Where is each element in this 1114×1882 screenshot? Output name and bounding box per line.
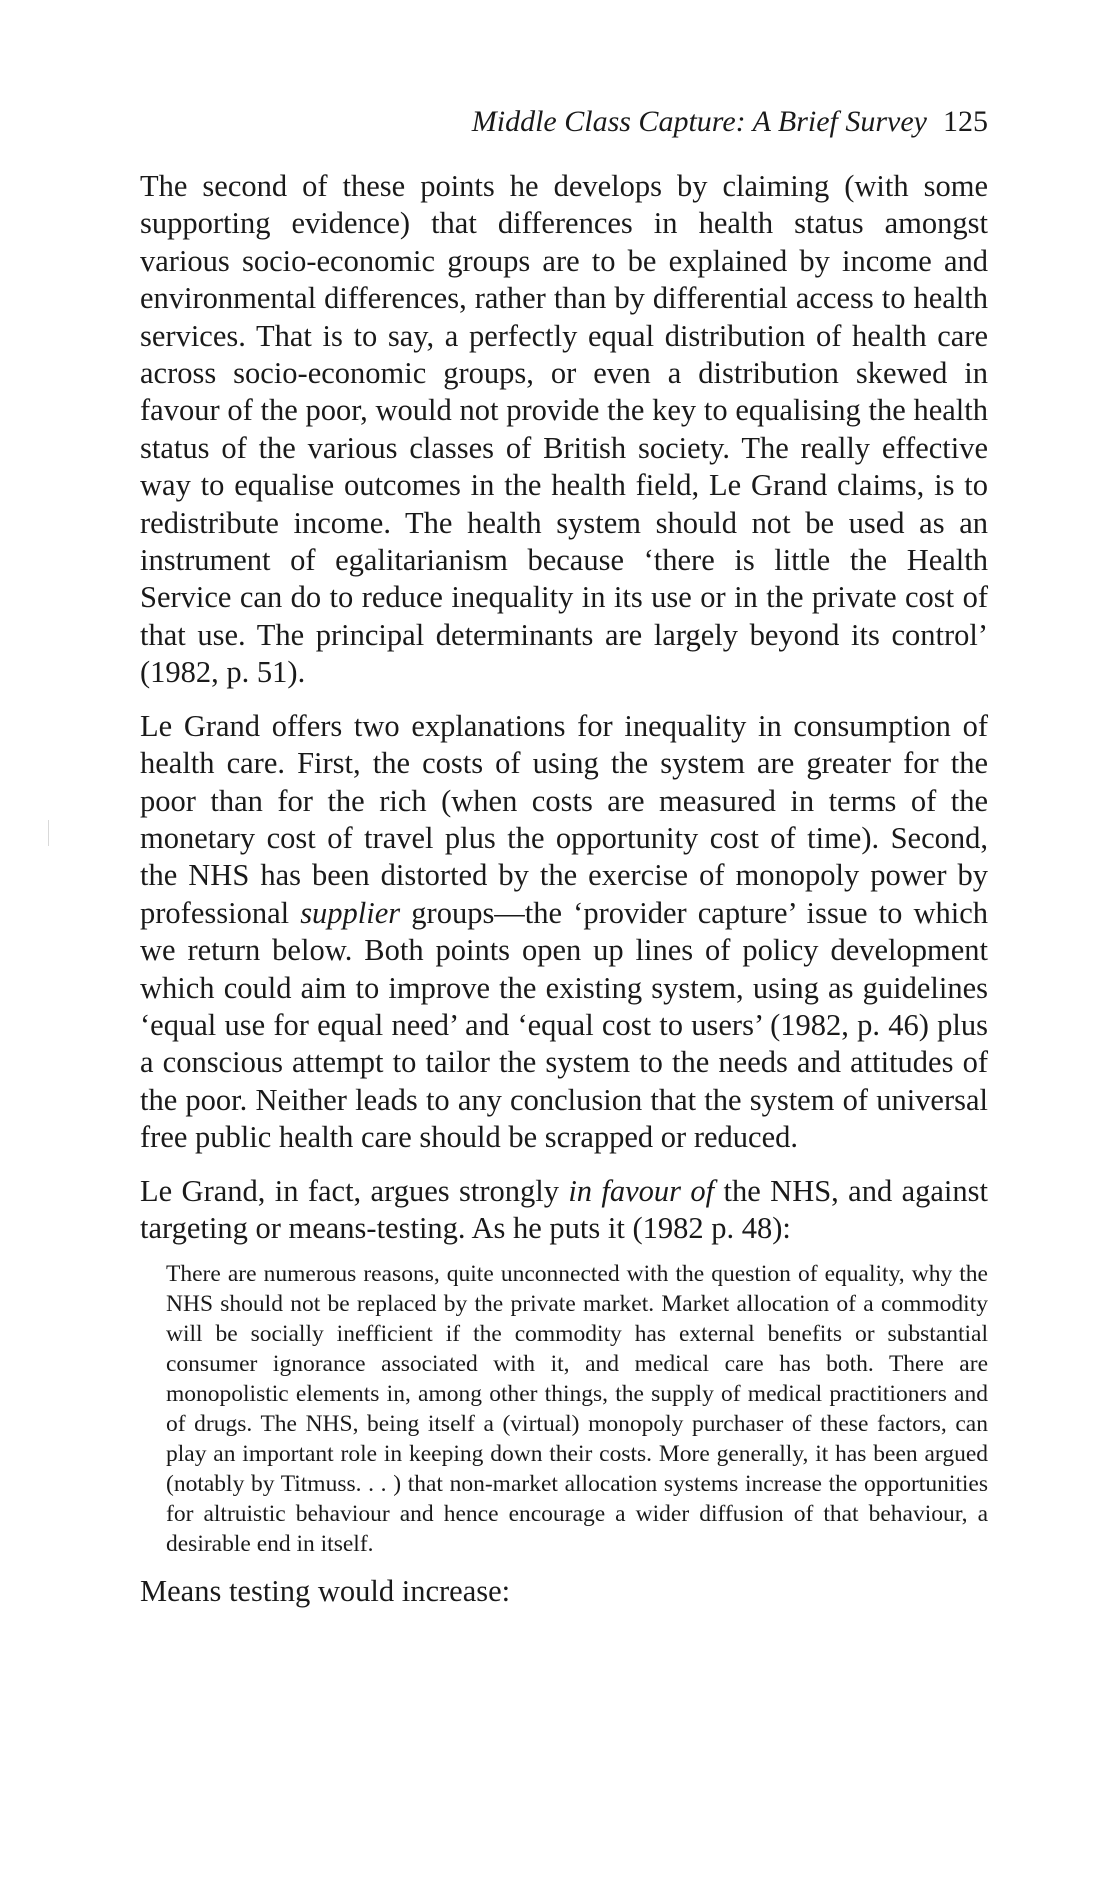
paragraph-4: Means testing would increase: (140, 1574, 511, 1609)
emphasis-supplier: supplier (300, 895, 401, 930)
page-body (140, 168, 988, 1611)
paragraph-2-part-a: Le Grand offers two explanations for inequality in consumption of health care. First, the costs of using the system are greater for the poor than for the rich (when costs are measured in terms of the monetary cost of travel plus the opportunity cost of time). Second, the NHS has been distorted by the exercise of monopoly power by professional (140, 708, 988, 930)
page-number: 125 (943, 105, 988, 138)
paragraph-2 (140, 708, 988, 1157)
paragraph-3 (140, 1173, 988, 1248)
block-quote: There are numerous reasons, quite unconnected with the question of equality, why the NHS should not be replaced by the private market. Market allocation of a commodity will be socially inefficient if the commodity has external benefits or substantial consumer ignorance associated with it, and medical care has both. There are monopolistic elements in, among other things, the supply of medical practitioners and of drugs. The NHS, being itself a (virtual) monopoly purchaser of these factors, can play an important role in keeping down their costs. More generally, it has been argued (notably by Titmuss. . . ) that non-market allocation systems increase the opportunities for altruistic behaviour and hence encourage a wider diffusion of that behaviour, a desirable end in itself. (166, 1261, 988, 1558)
running-title: Middle Class Capture: A Brief Survey (471, 105, 927, 138)
paragraph-3-part-b: the NHS, and against targeting or means-testing. As he puts it (1982 p. 48): (140, 1173, 988, 1245)
page-header (140, 102, 988, 142)
paragraph-1: The second of these points he develops by claiming (with some supporting evidence) that differences in health status amongst various socio-economic groups are to be explained by income and environmental differences, rather than by differential access to health services. That is to say, a perfectly equal distribution of health care across socio-economic groups, or even a distribution skewed in favour of the poor, would not provide the key to equalising the health status of the various classes of British society. The really effective way to equalise outcomes in the health field, Le Grand claims, is to redistribute income. The health system should not be used as an instrument of egalitarianism because ‘there is little the Health Service can do to reduce inequality in its use or in the private cost of that use. The principal determinants are largely beyond its control’ (1982, p. 51). (140, 169, 988, 690)
paragraph-3-part-a: Le Grand, in fact, argues strongly (140, 1173, 569, 1208)
paragraph-2-part-b: groups—the ‘provider capture’ issue to which we return below. Both points open up lines of policy development which could aim to improve the existing system, using as guidelines ‘equal use for equal need’ and ‘equal cost to users’ (1982, p. 46) plus a conscious attempt to tailor the system to the needs and attitudes of the poor. Neither leads to any conclusion that the system of universal free public health care should be scrapped or reduced. (140, 895, 988, 1155)
scan-mark (48, 820, 49, 846)
emphasis-in-favour-of: in favour of (568, 1173, 715, 1208)
